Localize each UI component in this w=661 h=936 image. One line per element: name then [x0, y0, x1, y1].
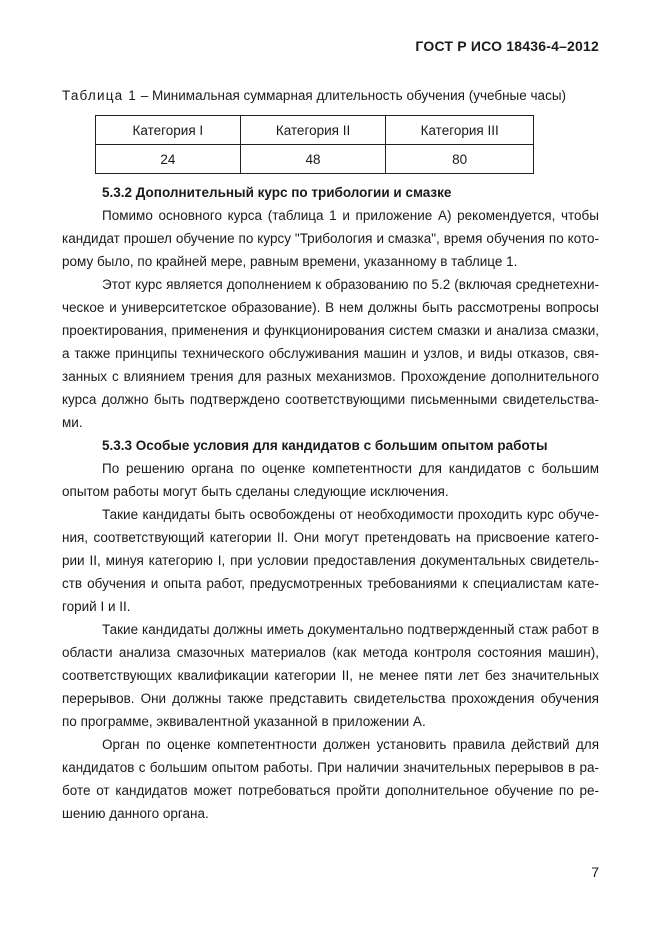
table-caption-text: – Минимальная суммарная длительность обучения (учебные часы): [137, 88, 567, 103]
table-cell: 48: [240, 145, 386, 174]
training-hours-table: [95, 115, 534, 174]
table-row: [96, 145, 534, 174]
standard-code: ГОСТ Р ИСО 18436-4–2012: [415, 38, 599, 54]
table-header-cell: Категория I: [96, 116, 241, 145]
table-cell: 24: [96, 145, 241, 174]
section-heading-5-3-3: 5.3.3 Особые условия для кандидатов с большим опытом работы: [102, 438, 548, 453]
table-header-row: [96, 116, 534, 145]
paragraph: Орган по оценке компетентности должен установить правила действий для кандидатов с большим опытом работы. При наличии значительных перерывов в работе от кандидатов может потребоваться пройти дополнительное обучение по решению данного органа.: [62, 737, 599, 821]
paragraph: По решению органа по оценке компетентности для кандидатов с большим опытом работы могут быть сделаны следующие исключения.: [62, 461, 599, 499]
table-header-cell: Категория II: [240, 116, 386, 145]
table-caption-label: Таблица 1: [62, 88, 137, 103]
table-caption: [62, 88, 566, 103]
paragraph: Этот курс является дополнением к образованию по 5.2 (включая среднетехническое и университетское образование). В нем должны быть рассмотрены вопросы проектирования, применения и функционирования систем смазки и анализа смазки, а также принципы технического обслуживания машин и узлов, и виды отказов, связанных с влиянием трения для разных механизмов. Прохождение дополнительного курса должно быть подтверждено соответствующими письменными свидетельствами.: [62, 277, 599, 430]
page-number: 7: [591, 864, 599, 880]
section-heading-5-3-2: 5.3.2 Дополнительный курс по трибологии и смазке: [102, 185, 452, 200]
paragraph: Помимо основного курса (таблица 1 и приложение А) рекомендуется, чтобы кандидат прошел обучение по курсу "Трибология и смазка", время обучения по которому было, по крайней мере, равным времени, указанному в таблице 1.: [62, 208, 599, 269]
body-text: [62, 181, 599, 825]
table-cell: 80: [386, 145, 534, 174]
table-header-cell: Категория III: [386, 116, 534, 145]
paragraph: Такие кандидаты должны иметь документально подтвержденный стаж работ в области анализа смазочных материалов (как метода контроля состояния машин), соответствующих квалификации категории II, не менее пяти лет без значительных перерывов. Они должны также представить свидетельства прохождения обучения по программе, эквивалентной указанной в приложении А.: [62, 622, 599, 729]
paragraph: Такие кандидаты быть освобождены от необходимости проходить курс обучения, соответствующий категории II. Они могут претендовать на присвоение категории II, минуя категорию I, при условии предоставления документальных свидетельств обучения и опыта работ, предусмотренных требованиями к специалистам категорий I и II.: [62, 507, 599, 614]
